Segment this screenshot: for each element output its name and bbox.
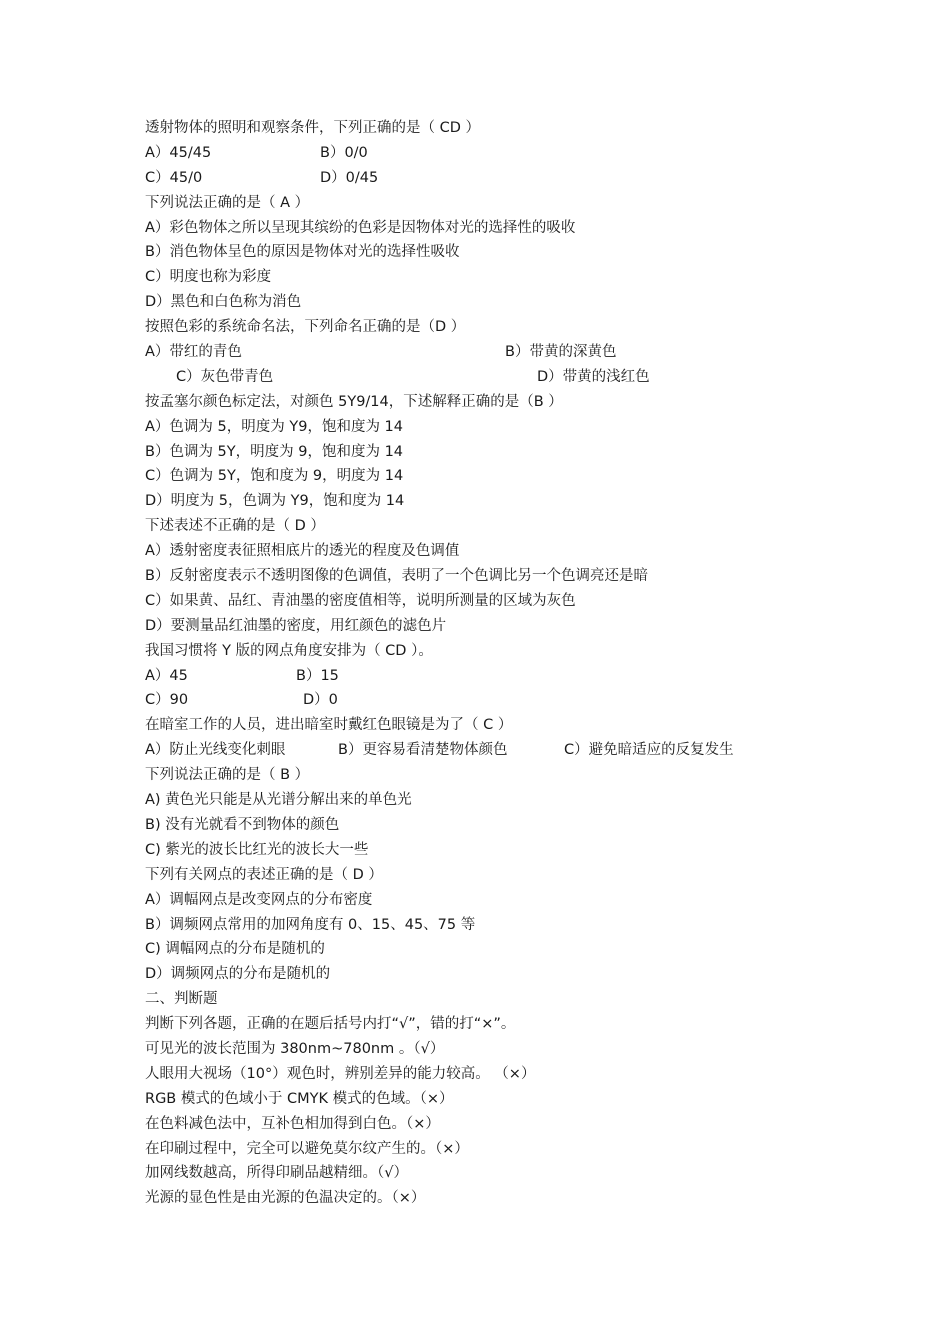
option-a: A）防止光线变化刺眼: [145, 742, 286, 759]
section-heading: 二、判断题: [145, 991, 218, 1008]
option-c: C）避免暗适应的反复发生: [564, 742, 734, 759]
judgement-item: 在印刷过程中，完全可以避免莫尔纹产生的。（×）: [145, 1140, 469, 1157]
option-a: A）45: [145, 667, 188, 684]
judgement-item: 在色料减色法中，互补色相加得到白色。（×）: [145, 1115, 440, 1132]
question-line: 下述表述不正确的是（ D ）: [145, 518, 325, 535]
option-row: [145, 664, 845, 689]
option-b: B）15: [296, 667, 339, 684]
option-line: C) 调幅网点的分布是随机的: [145, 941, 325, 958]
option-row: [145, 340, 845, 365]
option-row: [145, 166, 845, 191]
question-line: 下列说法正确的是（ B ）: [145, 767, 310, 784]
option-line: A) 黄色光只能是从光谱分解出来的单色光: [145, 792, 412, 809]
option-d: D）带黄的浅红色: [537, 368, 650, 385]
judgement-item: 人眼用大视场（10°）观色时，辨别差异的能力较高。 （×）: [145, 1065, 536, 1082]
option-line: A）调幅网点是改变网点的分布密度: [145, 891, 373, 908]
option-c: C）90: [145, 692, 189, 709]
option-a: A）带红的青色: [145, 344, 242, 361]
option-row: [145, 738, 845, 763]
option-b: B）0/0: [320, 144, 368, 161]
option-d: D）0: [303, 692, 338, 709]
option-line: A）透射密度表征照相底片的透光的程度及色调值: [145, 543, 460, 560]
option-d: D）0/45: [320, 169, 379, 186]
option-c: C）45/0: [145, 169, 203, 186]
option-row: [145, 141, 845, 166]
judgement-item: 加网线数越高，所得印刷品越精细。（√）: [145, 1165, 408, 1182]
question-line: 下列有关网点的表述正确的是（ D ）: [145, 866, 383, 883]
option-c: C）灰色带青色: [176, 368, 274, 385]
option-line: B）反射密度表示不透明图像的色调值，表明了一个色调比另一个色调亮还是暗: [145, 568, 648, 585]
option-line: D）调频网点的分布是随机的: [145, 966, 331, 983]
option-line: C）色调为 5Y，饱和度为 9，明度为 14: [145, 468, 404, 485]
question-line: 按照色彩的系统命名法，下列命名正确的是（D ）: [145, 319, 466, 336]
judgement-item: RGB 模式的色域小于 CMYK 模式的色域。（×）: [145, 1090, 454, 1107]
option-b: B）带黄的深黄色: [505, 344, 617, 361]
option-line: C）如果黄、品红、青油墨的密度值相等，说明所测量的区域为灰色: [145, 592, 576, 609]
option-line: B）消色物体呈色的原因是物体对光的选择性吸收: [145, 244, 460, 261]
judgement-item: 可见光的波长范围为 380nm~780nm 。（√）: [145, 1040, 445, 1057]
option-line: D）明度为 5，色调为 Y9，饱和度为 14: [145, 493, 405, 510]
section-instruction: 判断下列各题，正确的在题后括号内打“√”，错的打“×”。: [145, 1016, 516, 1033]
option-line: B）色调为 5Y，明度为 9，饱和度为 14: [145, 443, 404, 460]
option-line: A）色调为 5，明度为 Y9，饱和度为 14: [145, 418, 404, 435]
option-line: C）明度也称为彩度: [145, 269, 272, 286]
question-line: 按孟塞尔颜色标定法，对颜色 5Y9/14，下述解释正确的是（B ）: [145, 393, 563, 410]
option-row: [145, 688, 845, 713]
question-line: 我国习惯将 Y 版的网点角度安排为（ CD ）。: [145, 642, 433, 659]
question-line: 透射物体的照明和观察条件，下列正确的是（ CD ）: [145, 120, 481, 136]
option-line: D）黑色和白色称为消色: [145, 294, 302, 311]
option-line: B）调频网点常用的加网角度有 0、15、45、75 等: [145, 916, 476, 933]
option-line: A）彩色物体之所以呈现其缤纷的色彩是因物体对光的选择性的吸收: [145, 219, 576, 236]
option-line: C) 紫光的波长比红光的波长大一些: [145, 841, 369, 858]
option-line: B) 没有光就看不到物体的颜色: [145, 816, 340, 833]
judgement-item: 光源的显色性是由光源的色温决定的。（×）: [145, 1190, 426, 1207]
option-a: A）45/45: [145, 144, 212, 161]
option-row: [145, 365, 845, 390]
question-line: 下列说法正确的是（ A ）: [145, 194, 310, 211]
option-line: D）要测量品红油墨的密度，用红颜色的滤色片: [145, 617, 447, 634]
exam-content: [145, 116, 845, 1211]
option-b: B）更容易看清楚物体颜色: [338, 742, 508, 759]
question-line: 在暗室工作的人员，进出暗室时戴红色眼镜是为了（ C ）: [145, 717, 513, 734]
